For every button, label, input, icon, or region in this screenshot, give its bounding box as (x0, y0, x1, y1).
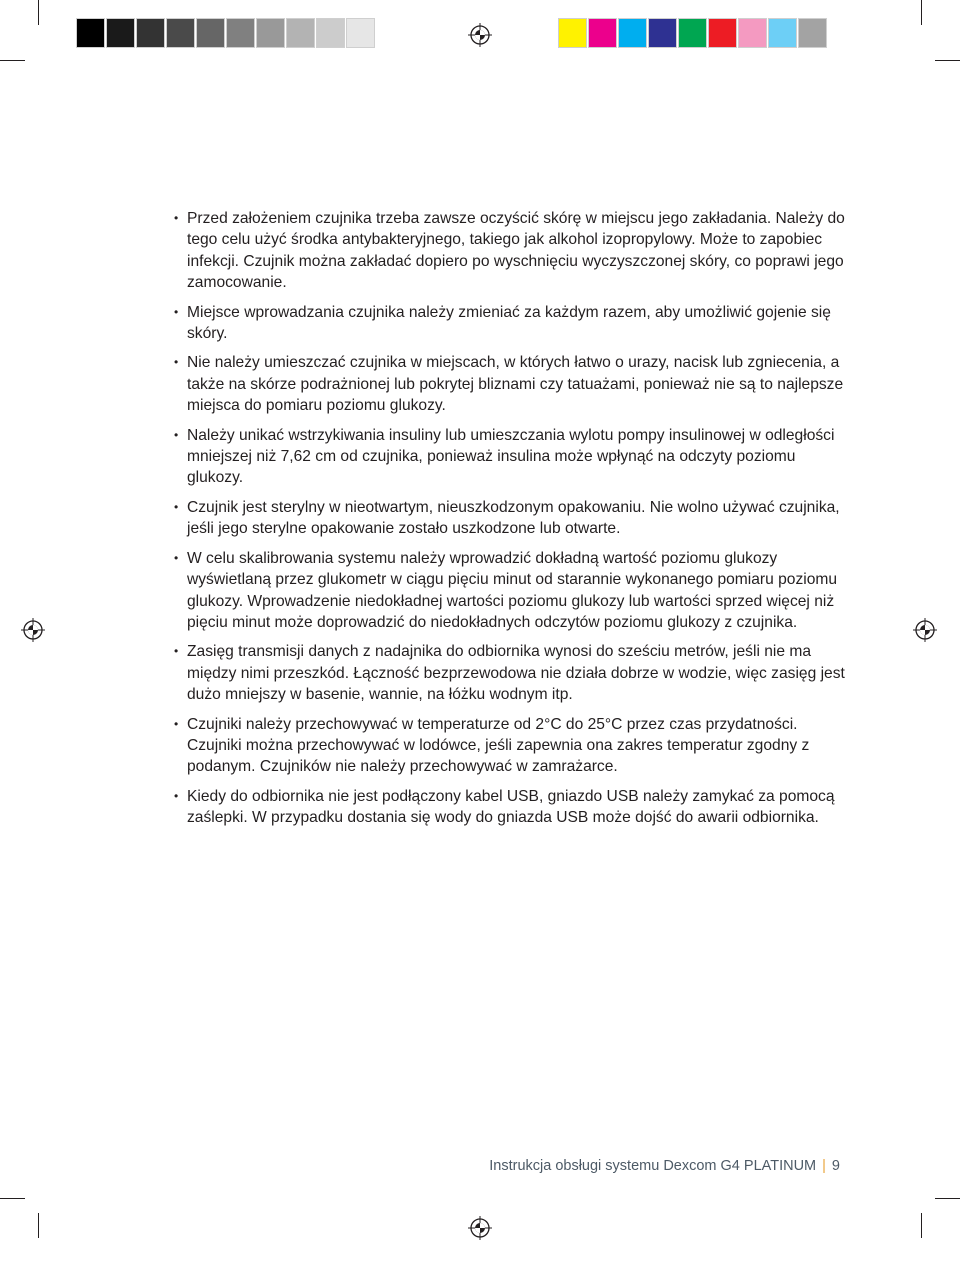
color-swatch (286, 18, 315, 48)
registration-mark-icon (21, 618, 45, 642)
color-swatch (678, 18, 707, 48)
color-swatch (136, 18, 165, 48)
footer-title: Instrukcja obsługi systemu Dexcom G4 PLATINUM (489, 1158, 817, 1174)
color-swatch (618, 18, 647, 48)
crop-mark (0, 60, 25, 61)
page-number: 9 (831, 1158, 840, 1174)
crop-mark (921, 1213, 922, 1238)
registration-mark-icon (468, 1216, 492, 1240)
color-swatch (106, 18, 135, 48)
list-item: • W celu skalibrowania systemu należy wprowadzić dokładną wartość poziomu glukozy wyświetlaną przez glukometr w ciągu pięciu minut od starannie wykonanego pomiaru poziomu glukozy. Wprowadzenie niedokładnej wartości poziomu glukozy lub wartości sprzed więcej niż pięciu minut może doprowadzić do niedokładnych odczytów poziomu glukozy z czujnika. (174, 548, 854, 634)
color-swatch (648, 18, 677, 48)
color-swatch (316, 18, 345, 48)
crop-mark (921, 0, 922, 25)
list-item: • Miejsce wprowadzania czujnika należy zmieniać za każdym razem, aby umożliwić gojenie się skóry. (174, 302, 854, 345)
color-swatch (738, 18, 767, 48)
color-swatch (558, 18, 587, 48)
list-item: • Należy unikać wstrzykiwania insuliny lub umieszczania wylotu pompy insulinowej w odległości mniejszej niż 7,62 cm od czujnika, ponieważ insulina może wpłynąć na odczyty poziomu glukozy. (174, 425, 854, 489)
bullet-list (174, 208, 854, 829)
crop-mark (0, 1198, 25, 1199)
color-swatch (256, 18, 285, 48)
list-item: • Zasięg transmisji danych z nadajnika do odbiornika wynosi do sześciu metrów, jeśli nie ma między nimi przeszkód. Łączność bezprzewodowa nie działa dobrze w wodzie, więc zasięg jest dużo mniejszy w basenie, wannie, na łóżku wodnym itp. (174, 641, 854, 705)
color-swatch (346, 18, 375, 48)
color-swatch (798, 18, 827, 48)
list-item: • Kiedy do odbiornika nie jest podłączony kabel USB, gniazdo USB należy zamykać za pomocą zaślepki. W przypadku dostania się wody do gniazda USB może dojść do awarii odbiornika. (174, 786, 854, 829)
document-body (174, 208, 854, 837)
footer-separator: | (822, 1158, 826, 1174)
color-swatch (166, 18, 195, 48)
color-swatch (76, 18, 105, 48)
process-color-bar (558, 18, 828, 50)
grayscale-color-bar (76, 18, 376, 50)
list-item: • Czujniki należy przechowywać w temperaturze od 2°C do 25°C przez czas przydatności. Czujniki można przechowywać w lodówce, jeśli zapewnia ona zakres temperatur zgodny z podanym. Czujników nie należy przechowywać w zamrażarce. (174, 714, 854, 778)
color-swatch (588, 18, 617, 48)
list-item: • Czujnik jest sterylny w nieotwartym, nieuszkodzonym opakowaniu. Nie wolno używać czujnika, jeśli jego sterylne opakowanie zostało uszkodzone lub otwarte. (174, 497, 854, 540)
crop-mark (935, 1198, 960, 1199)
crop-mark (935, 60, 960, 61)
page-footer (489, 1158, 840, 1174)
color-swatch (768, 18, 797, 48)
color-swatch (196, 18, 225, 48)
crop-mark (38, 1213, 39, 1238)
color-swatch (226, 18, 255, 48)
color-swatch (708, 18, 737, 48)
registration-mark-icon (913, 618, 937, 642)
list-item: • Nie należy umieszczać czujnika w miejscach, w których łatwo o urazy, nacisk lub zgniecenia, a także na skórze podrażnionej lub pokrytej bliznami czy tatuażami, ponieważ nie są to najlepsze miejsca do pomiaru poziomu glukozy. (174, 352, 854, 416)
list-item: • Przed założeniem czujnika trzeba zawsze oczyścić skórę w miejscu jego zakładania. Należy do tego celu użyć środka antybakteryjnego, takiego jak alkohol izopropylowy. Może to zapobiec infekcji. Czujnik można zakładać dopiero po wyschnięciu wyczyszczonej skóry, co poprawi jego zamocowanie. (174, 208, 854, 294)
registration-mark-icon (468, 23, 492, 47)
crop-mark (38, 0, 39, 25)
